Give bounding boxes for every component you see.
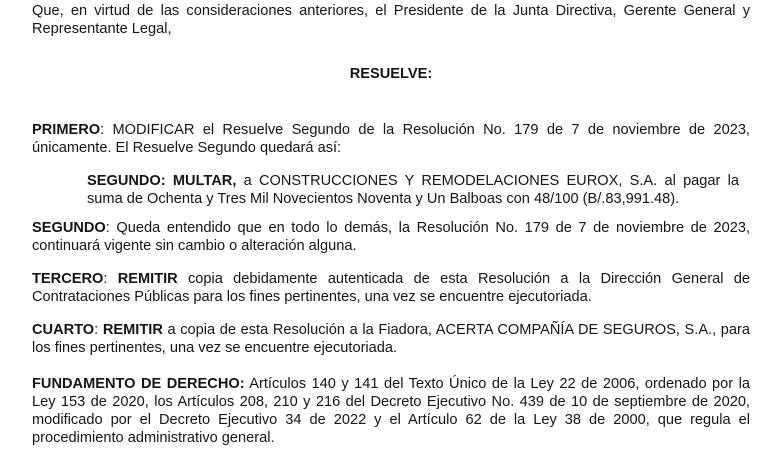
fundamento-paragraph	[32, 375, 750, 447]
primero-paragraph	[32, 121, 750, 157]
tercero-verb: REMITIR	[117, 271, 178, 287]
primero-label: PRIMERO	[32, 122, 101, 138]
segundo-label: SEGUNDO	[32, 220, 106, 236]
intro-text: Que, en virtud de las consideraciones anteriores, el Presidente de la Junta Directiva, Gerente General y Representante Legal,	[32, 3, 750, 37]
tercero-paragraph	[32, 270, 750, 306]
resolve-heading	[32, 65, 750, 83]
cuarto-text: a copia de esta Resolución a la Fiadora, ACERTA COMPAÑÍA DE SEGUROS, S.A., para los fines pertinentes, una vez se encuentre ejecutoriada.	[32, 322, 751, 356]
quoted-text: a CONSTRUCCIONES Y REMODELACIONES EUROX, S.A. al pagar la suma de Ochenta y Tres Mil Novecientos Noventa y Un Balboas con 48/100 (B/.83,991.48).	[87, 173, 739, 207]
cuarto-label: CUARTO	[32, 322, 95, 338]
resolve-heading-text: RESUELVE:	[349, 66, 433, 82]
fundamento-text: Artículos 140 y 141 del Texto Único de la Ley 22 de 2006, ordenado por la Ley 153 de 2020, los Artículos 208, 210 y 216 del Decreto Ejecutivo No. 439 de 10 de septiembre de 2020, modificado por el Decreto Ejecutivo 34 de 2022 y el Artículo 62 de la Ley 38 de 2000, que regula el procedimiento administrativo general.	[32, 376, 750, 446]
cuarto-paragraph	[32, 321, 750, 357]
cuarto-verb: REMITIR	[102, 322, 163, 338]
quoted-resolution-paragraph	[87, 172, 739, 208]
segundo-text: : Queda entendido que en todo lo demás, la Resolución No. 179 de 7 de noviembre de 2023, continuará vigente sin cambio o alteración alguna.	[32, 220, 750, 254]
tercero-label: TERCERO	[32, 271, 104, 287]
quoted-label: SEGUNDO: MULTAR,	[87, 173, 237, 189]
intro-paragraph	[32, 2, 750, 38]
primero-text: : MODIFICAR el Resuelve Segundo de la Resolución No. 179 de 7 de noviembre de 2023, únicamente. El Resuelve Segundo quedará así:	[32, 122, 750, 156]
cuarto-colon: :	[94, 322, 103, 338]
tercero-colon: :	[103, 271, 118, 287]
fundamento-label: FUNDAMENTO DE DERECHO:	[32, 376, 245, 392]
tercero-text: copia debidamente autenticada de esta Resolución a la Dirección General de Contrataciones Públicas para los fines pertinentes, una vez se encuentre ejecutoriada.	[32, 271, 751, 305]
segundo-paragraph	[32, 219, 750, 255]
